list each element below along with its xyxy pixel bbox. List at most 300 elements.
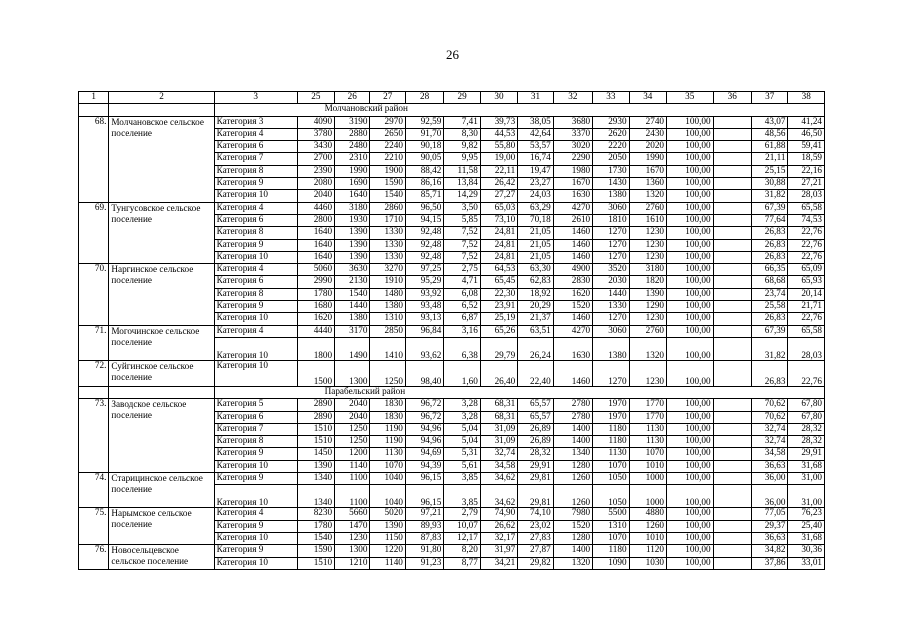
data-table (78, 91, 825, 570)
value-cell: 5500 (593, 508, 629, 520)
value-cell: 3,85 (444, 473, 480, 485)
category-cell: Категория 10 (214, 532, 297, 544)
value-cell: 1680 (297, 301, 334, 313)
value-cell: 64,53 (480, 264, 517, 276)
value-cell: 1590 (370, 178, 405, 190)
value-cell: 6,08 (444, 288, 480, 300)
value-cell: 25,58 (752, 301, 788, 313)
value-cell: 3680 (553, 116, 592, 128)
table-row (79, 264, 825, 276)
value-cell (713, 301, 751, 313)
value-cell: 1050 (593, 485, 629, 508)
value-cell: 91,23 (405, 557, 443, 569)
value-cell (713, 360, 751, 386)
value-cell: 1970 (593, 399, 629, 411)
settlement-name: Старицинское сельское поселение (109, 473, 214, 508)
value-cell: 46,50 (788, 128, 825, 140)
value-cell: 41,24 (788, 116, 825, 128)
value-cell: 8,30 (444, 128, 480, 140)
row-number: 75. (79, 508, 109, 545)
value-cell: 36,63 (752, 460, 788, 472)
category-cell: Категория 3 (214, 116, 297, 128)
value-cell: 2480 (335, 141, 370, 153)
value-cell: 31,68 (788, 460, 825, 472)
value-cell: 2610 (553, 214, 592, 226)
value-cell: 2880 (335, 128, 370, 140)
value-cell: 100,00 (667, 178, 714, 190)
value-cell (713, 520, 751, 532)
value-cell: 77,05 (752, 508, 788, 520)
value-cell: 65,09 (788, 264, 825, 276)
table-row (79, 325, 825, 337)
value-cell: 1460 (553, 313, 592, 325)
value-cell: 92,59 (405, 116, 443, 128)
value-cell: 36,00 (752, 485, 788, 508)
settlement-name: Суйгинское сельское поселение (109, 360, 214, 386)
value-cell: 1460 (553, 251, 592, 263)
value-cell: 1400 (553, 436, 592, 448)
value-cell: 48,56 (752, 128, 788, 140)
value-cell: 2620 (593, 128, 629, 140)
value-cell: 27,87 (518, 545, 553, 557)
value-cell: 100,00 (667, 116, 714, 128)
table-row (79, 508, 825, 520)
value-cell: 1230 (629, 251, 666, 263)
value-cell: 1040 (370, 485, 405, 508)
value-cell: 100,00 (667, 460, 714, 472)
value-cell: 24,81 (480, 239, 517, 251)
value-cell: 3190 (335, 116, 370, 128)
category-cell: Категория 7 (214, 423, 297, 435)
value-cell: 31,82 (752, 190, 788, 202)
value-cell: 31,82 (752, 337, 788, 360)
value-cell: 22,76 (788, 360, 825, 386)
value-cell: 100,00 (667, 485, 714, 508)
value-cell: 1310 (370, 313, 405, 325)
value-cell (713, 190, 751, 202)
value-cell: 2930 (593, 116, 629, 128)
value-cell: 1270 (593, 360, 629, 386)
value-cell: 62,83 (518, 276, 553, 288)
value-cell (713, 423, 751, 435)
value-cell: 1590 (297, 545, 334, 557)
value-cell: 2860 (370, 202, 405, 214)
value-cell: 18,59 (788, 153, 825, 165)
category-cell: Категория 8 (214, 227, 297, 239)
category-cell: Категория 4 (214, 202, 297, 214)
value-cell: 1630 (553, 190, 592, 202)
value-cell: 4900 (553, 264, 592, 276)
value-cell: 1690 (335, 178, 370, 190)
value-cell: 1180 (593, 423, 629, 435)
value-cell: 2390 (297, 165, 334, 177)
value-cell: 1610 (629, 214, 666, 226)
value-cell: 94,96 (405, 436, 443, 448)
value-cell: 65,58 (788, 202, 825, 214)
category-cell: Категория 10 (214, 460, 297, 472)
value-cell: 1490 (335, 337, 370, 360)
value-cell: 59,41 (788, 141, 825, 153)
value-cell: 63,30 (518, 264, 553, 276)
value-cell: 1220 (370, 545, 405, 557)
value-cell: 1260 (553, 473, 592, 485)
value-cell (713, 532, 751, 544)
value-cell (713, 276, 751, 288)
value-cell: 1010 (629, 532, 666, 544)
page-number: 26 (446, 47, 459, 62)
value-cell: 25,15 (752, 165, 788, 177)
value-cell: 1360 (629, 178, 666, 190)
value-cell: 5060 (297, 264, 334, 276)
value-cell: 77,64 (752, 214, 788, 226)
value-cell: 1730 (593, 165, 629, 177)
value-cell: 100,00 (667, 202, 714, 214)
value-cell: 23,91 (480, 301, 517, 313)
value-cell: 1400 (553, 423, 592, 435)
value-cell: 3,28 (444, 399, 480, 411)
value-cell: 100,00 (667, 128, 714, 140)
value-cell: 1380 (593, 337, 629, 360)
category-cell: Категория 8 (214, 436, 297, 448)
value-cell: 34,62 (480, 473, 517, 485)
category-cell: Категория 9 (214, 545, 297, 557)
value-cell: 97,21 (405, 508, 443, 520)
category-cell: Категория 9 (214, 473, 297, 485)
category-cell: Категория 8 (214, 165, 297, 177)
value-cell: 1800 (297, 337, 334, 360)
value-cell: 1640 (297, 251, 334, 263)
value-cell (713, 313, 751, 325)
value-cell: 7,41 (444, 116, 480, 128)
value-cell: 1770 (629, 411, 666, 423)
value-cell: 65,03 (480, 202, 517, 214)
blank-cell (109, 104, 214, 116)
category-cell: Категория 4 (214, 325, 297, 337)
value-cell: 92,48 (405, 227, 443, 239)
value-cell: 5,61 (444, 460, 480, 472)
value-cell: 100,00 (667, 276, 714, 288)
value-cell (713, 337, 751, 360)
value-cell: 3170 (335, 325, 370, 337)
value-cell: 1780 (297, 520, 334, 532)
value-cell: 4440 (297, 325, 334, 337)
value-cell: 21,71 (788, 301, 825, 313)
value-cell: 27,83 (518, 532, 553, 544)
value-cell (713, 448, 751, 460)
value-cell: 26,83 (752, 313, 788, 325)
value-cell: 1230 (629, 239, 666, 251)
value-cell: 1270 (593, 239, 629, 251)
value-cell: 26,62 (480, 520, 517, 532)
value-cell: 74,10 (518, 508, 553, 520)
value-cell: 68,31 (480, 411, 517, 423)
value-cell: 65,26 (480, 325, 517, 337)
value-cell: 33,01 (788, 557, 825, 569)
value-cell: 2990 (297, 276, 334, 288)
category-cell: Категория 9 (214, 448, 297, 460)
value-cell: 1100 (335, 485, 370, 508)
header-row (79, 92, 825, 104)
value-cell: 3020 (553, 141, 592, 153)
value-cell: 1290 (629, 301, 666, 313)
value-cell: 24,81 (480, 251, 517, 263)
settlement-name: Нарымское сельское поселение (109, 508, 214, 545)
value-cell: 1330 (370, 251, 405, 263)
value-cell: 1520 (553, 301, 592, 313)
value-cell: 26,42 (480, 178, 517, 190)
value-cell: 1,60 (444, 360, 480, 386)
category-cell: Категория 9 (214, 239, 297, 251)
value-cell: 18,92 (518, 288, 553, 300)
value-cell: 1540 (297, 532, 334, 544)
value-cell: 98,40 (405, 360, 443, 386)
value-cell: 43,07 (752, 116, 788, 128)
value-cell: 1280 (553, 460, 592, 472)
value-cell: 20,29 (518, 301, 553, 313)
value-cell: 1130 (629, 436, 666, 448)
value-cell: 1230 (629, 227, 666, 239)
value-cell: 8230 (297, 508, 334, 520)
value-cell: 2080 (297, 178, 334, 190)
row-number: 76. (79, 545, 109, 570)
value-cell: 96,15 (405, 473, 443, 485)
blank-cell (79, 386, 109, 398)
value-cell: 1820 (629, 276, 666, 288)
value-cell: 7,52 (444, 227, 480, 239)
value-cell: 89,93 (405, 520, 443, 532)
value-cell: 1990 (335, 165, 370, 177)
column-header: 27 (370, 92, 405, 104)
value-cell: 1300 (335, 360, 370, 386)
category-cell: Категория 10 (214, 313, 297, 325)
value-cell: 2430 (629, 128, 666, 140)
value-cell: 9,82 (444, 141, 480, 153)
category-cell: Категория 6 (214, 411, 297, 423)
value-cell: 1140 (335, 460, 370, 472)
value-cell: 34,58 (480, 460, 517, 472)
value-cell: 1260 (553, 485, 592, 508)
value-cell: 93,92 (405, 288, 443, 300)
value-cell: 2970 (370, 116, 405, 128)
value-cell: 34,62 (480, 485, 517, 508)
value-cell: 32,17 (480, 532, 517, 544)
category-cell: Категория 10 (214, 190, 297, 202)
value-cell: 100,00 (667, 301, 714, 313)
value-cell: 100,00 (667, 190, 714, 202)
value-cell: 100,00 (667, 532, 714, 544)
value-cell (713, 141, 751, 153)
value-cell: 38,05 (518, 116, 553, 128)
value-cell: 44,53 (480, 128, 517, 140)
value-cell: 1390 (297, 460, 334, 472)
value-cell: 5020 (370, 508, 405, 520)
section-title: Молчановский район (214, 104, 824, 116)
value-cell: 23,02 (518, 520, 553, 532)
value-cell: 4460 (297, 202, 334, 214)
value-cell: 19,00 (480, 153, 517, 165)
value-cell: 100,00 (667, 436, 714, 448)
value-cell: 1140 (370, 557, 405, 569)
value-cell: 1130 (370, 448, 405, 460)
value-cell (713, 288, 751, 300)
value-cell: 5,04 (444, 423, 480, 435)
value-cell: 1250 (335, 436, 370, 448)
column-header: 36 (713, 92, 751, 104)
value-cell: 100,00 (667, 288, 714, 300)
value-cell: 96,84 (405, 325, 443, 337)
value-cell: 8,77 (444, 557, 480, 569)
value-cell: 1270 (593, 227, 629, 239)
value-cell: 31,68 (788, 532, 825, 544)
value-cell: 97,25 (405, 264, 443, 276)
value-cell: 1120 (629, 545, 666, 557)
value-cell: 2850 (370, 325, 405, 337)
table-row (79, 202, 825, 214)
value-cell: 26,83 (752, 251, 788, 263)
column-header: 35 (667, 92, 714, 104)
value-cell: 1510 (297, 557, 334, 569)
value-cell: 2830 (553, 276, 592, 288)
row-number: 72. (79, 360, 109, 386)
value-cell: 13,84 (444, 178, 480, 190)
value-cell: 100,00 (667, 448, 714, 460)
value-cell: 20,14 (788, 288, 825, 300)
value-cell: 2220 (593, 141, 629, 153)
value-cell: 1830 (370, 399, 405, 411)
value-cell: 1620 (297, 313, 334, 325)
value-cell: 65,57 (518, 399, 553, 411)
category-cell: Категория 5 (214, 399, 297, 411)
column-header: 2 (109, 92, 214, 104)
value-cell: 1460 (553, 227, 592, 239)
column-header: 26 (335, 92, 370, 104)
value-cell: 34,58 (752, 448, 788, 460)
table-row (79, 360, 825, 386)
value-cell: 26,89 (518, 436, 553, 448)
value-cell: 1230 (335, 532, 370, 544)
value-cell: 1070 (593, 460, 629, 472)
value-cell: 100,00 (667, 473, 714, 485)
value-cell: 29,79 (480, 337, 517, 360)
value-cell: 1470 (335, 520, 370, 532)
value-cell: 1390 (370, 520, 405, 532)
value-cell: 93,48 (405, 301, 443, 313)
value-cell: 73,10 (480, 214, 517, 226)
value-cell: 3,50 (444, 202, 480, 214)
value-cell: 1930 (335, 214, 370, 226)
value-cell: 1410 (370, 337, 405, 360)
value-cell: 2,75 (444, 264, 480, 276)
value-cell: 21,11 (752, 153, 788, 165)
value-cell (713, 325, 751, 337)
value-cell: 1500 (297, 360, 334, 386)
value-cell: 100,00 (667, 423, 714, 435)
value-cell: 1340 (297, 485, 334, 508)
value-cell: 1070 (629, 448, 666, 460)
value-cell: 36,63 (752, 532, 788, 544)
value-cell: 100,00 (667, 337, 714, 360)
value-cell: 21,05 (518, 227, 553, 239)
column-header: 1 (79, 92, 109, 104)
value-cell: 2040 (335, 411, 370, 423)
value-cell: 1460 (553, 239, 592, 251)
value-cell: 2030 (593, 276, 629, 288)
value-cell: 1230 (629, 313, 666, 325)
value-cell: 1970 (593, 411, 629, 423)
value-cell: 29,82 (518, 557, 553, 569)
value-cell: 28,03 (788, 337, 825, 360)
value-cell: 2,79 (444, 508, 480, 520)
value-cell: 1330 (593, 301, 629, 313)
value-cell: 1270 (593, 251, 629, 263)
value-cell: 22,30 (480, 288, 517, 300)
value-cell (713, 557, 751, 569)
blank-cell (79, 104, 109, 116)
value-cell: 1440 (593, 288, 629, 300)
row-number: 73. (79, 399, 109, 473)
value-cell: 6,52 (444, 301, 480, 313)
value-cell (713, 128, 751, 140)
value-cell: 30,88 (752, 178, 788, 190)
value-cell: 1480 (370, 288, 405, 300)
value-cell: 67,80 (788, 411, 825, 423)
value-cell: 1910 (370, 276, 405, 288)
value-cell: 14,29 (444, 190, 480, 202)
value-cell: 26,89 (518, 423, 553, 435)
value-cell: 1990 (629, 153, 666, 165)
category-cell: Категория 8 (214, 288, 297, 300)
settlement-name: Новосельцевское сельское поселение (109, 545, 214, 570)
value-cell: 70,62 (752, 411, 788, 423)
row-number: 69. (79, 202, 109, 263)
value-cell: 85,71 (405, 190, 443, 202)
value-cell: 10,07 (444, 520, 480, 532)
value-cell: 9,95 (444, 153, 480, 165)
value-cell: 3,16 (444, 325, 480, 337)
row-number: 74. (79, 473, 109, 508)
value-cell: 2290 (553, 153, 592, 165)
category-cell: Категория 10 (214, 251, 297, 263)
value-cell: 74,53 (788, 214, 825, 226)
value-cell: 23,74 (752, 288, 788, 300)
value-cell (713, 153, 751, 165)
value-cell (713, 227, 751, 239)
value-cell (713, 251, 751, 263)
value-cell: 96,15 (405, 485, 443, 508)
value-cell: 1900 (370, 165, 405, 177)
value-cell: 31,09 (480, 423, 517, 435)
value-cell: 1330 (370, 227, 405, 239)
value-cell: 87,83 (405, 532, 443, 544)
value-cell: 1300 (335, 545, 370, 557)
value-cell: 100,00 (667, 214, 714, 226)
category-cell: Категория 4 (214, 128, 297, 140)
value-cell: 23,27 (518, 178, 553, 190)
value-cell (713, 399, 751, 411)
value-cell: 2760 (629, 202, 666, 214)
category-cell: Категория 4 (214, 508, 297, 520)
value-cell: 2650 (370, 128, 405, 140)
blank-cell (109, 386, 214, 398)
value-cell: 93,62 (405, 337, 443, 360)
table-row (79, 399, 825, 411)
value-cell: 42,64 (518, 128, 553, 140)
value-cell (713, 545, 751, 557)
value-cell: 1260 (629, 520, 666, 532)
value-cell: 5660 (335, 508, 370, 520)
value-cell: 21,37 (518, 313, 553, 325)
value-cell: 91,80 (405, 545, 443, 557)
